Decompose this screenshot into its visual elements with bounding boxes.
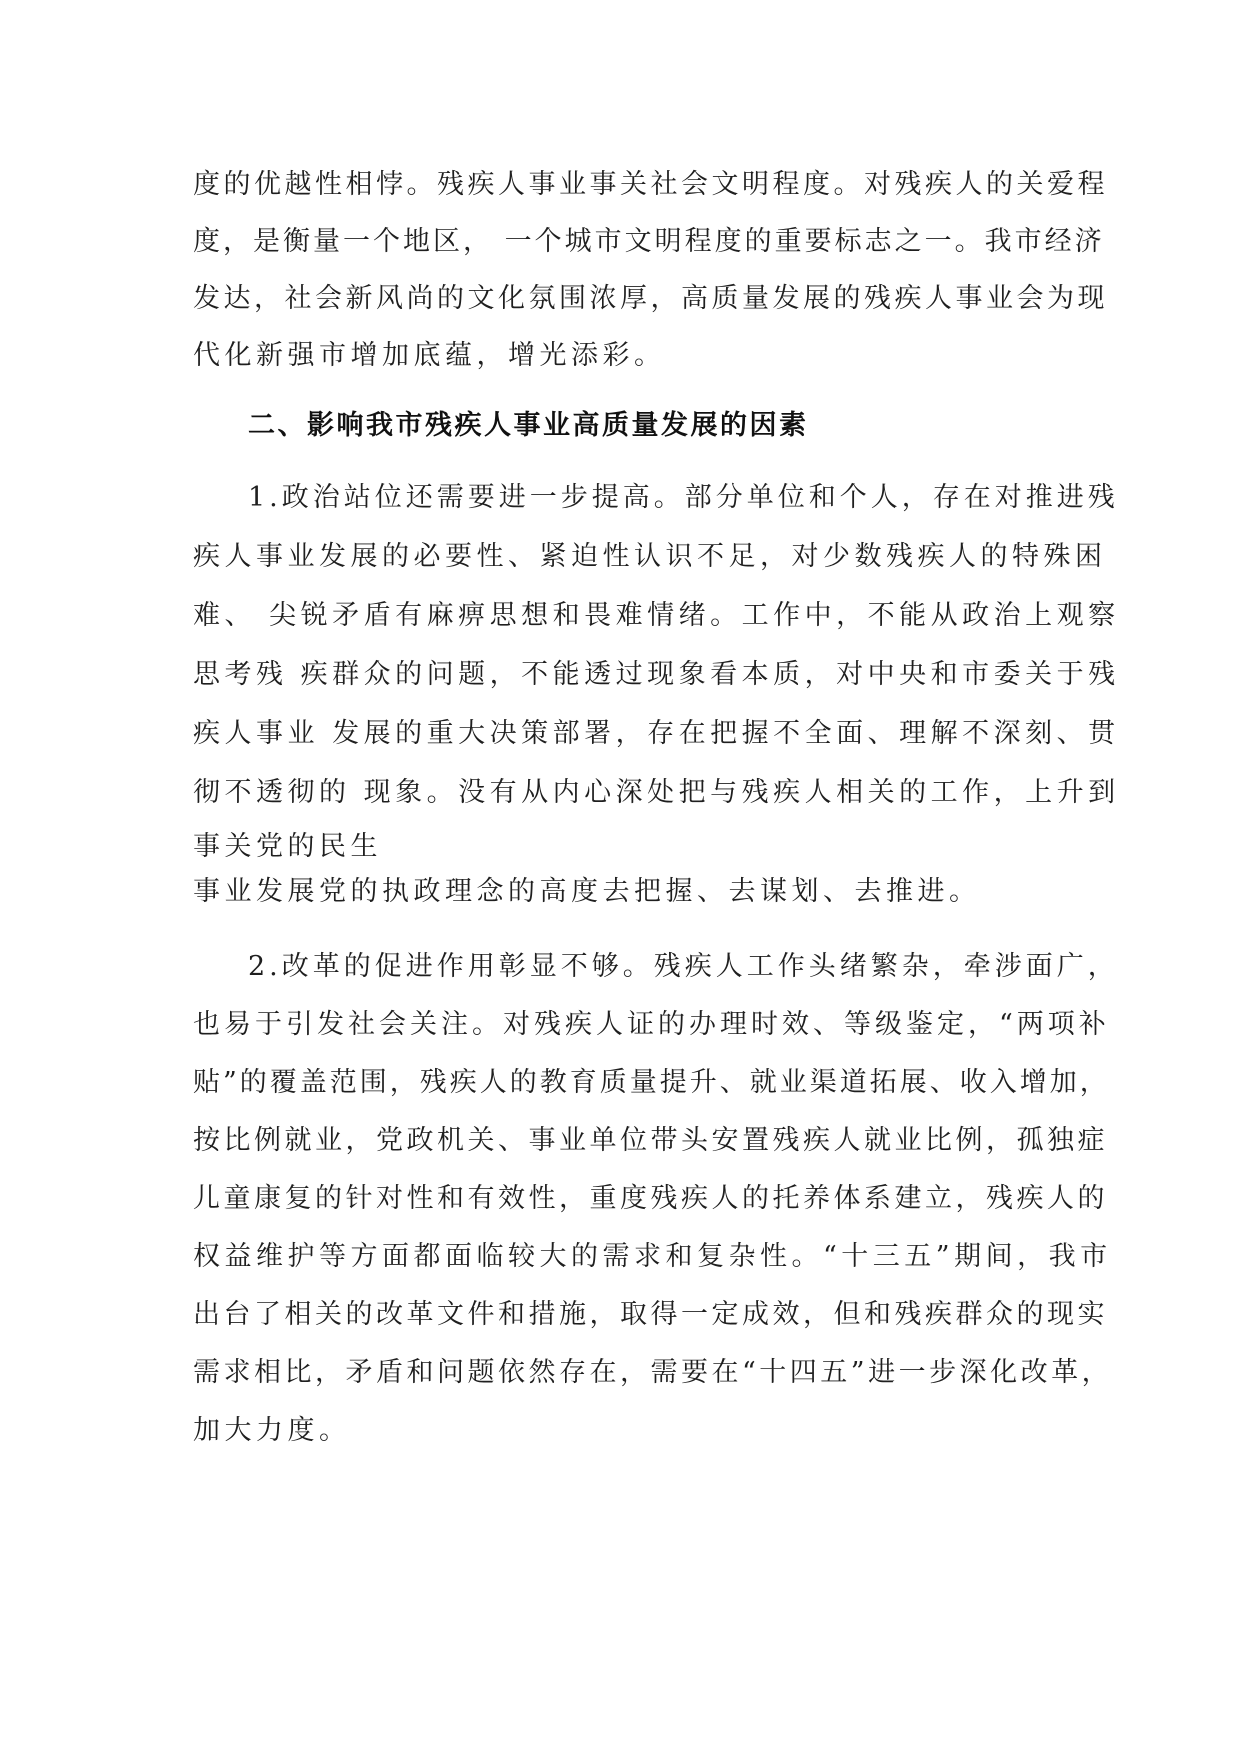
paragraph1-line-3: 难、 尖锐矛盾有麻痹思想和畏难情绪。工作中，不能从政治上观察 <box>193 600 1120 631</box>
paragraph2-line-2: 也易于引发社会关注。对残疾人证的办理时效、等级鉴定，“两项补 <box>193 1009 1110 1040</box>
paragraph2-line-6: 权益维护等方面都面临较大的需求和复杂性。“十三五”期间，我市 <box>193 1241 1112 1272</box>
paragraph2-line-7: 出台了相关的改革文件和措施，取得一定成效，但和残疾群众的现实 <box>193 1299 1108 1330</box>
paragraph1-line-1: 1.政治站位还需要进一步提高。部分单位和个人，存在对推进残 <box>248 482 1119 513</box>
paragraph2-line-1: 2.改革的促进作用彰显不够。残疾人工作头绪繁杂，牵涉面广， <box>248 951 1119 982</box>
paragraph2-line-5: 儿童康复的针对性和有效性，重度残疾人的托养体系建立，残疾人的 <box>193 1183 1108 1214</box>
intro-line-2: 度，是衡量一个地区， 一个城市文明程度的重要标志之一。我市经济 <box>193 226 1105 257</box>
paragraph2-line-3: 贴”的覆盖范围，残疾人的教育质量提升、就业渠道拓展、收入增加， <box>193 1067 1110 1098</box>
paragraph2-line-8: 需求相比，矛盾和问题依然存在，需要在“十四五”进一步深化改革， <box>193 1357 1113 1388</box>
paragraph2-line-9: 加大力度。 <box>193 1415 351 1446</box>
paragraph1-line-5: 疾人事业 发展的重大决策部署，存在把握不全面、理解不深刻、贯 <box>193 718 1120 749</box>
paragraph1-line-7: 事关党的民生 <box>193 831 382 862</box>
paragraph1-line-8: 事业发展党的执政理念的高度去把握、去谋划、去推进。 <box>193 876 981 907</box>
paragraph1-line-4: 思考残 疾群众的问题，不能透过现象看本质，对中央和市委关于残 <box>193 659 1120 690</box>
intro-line-3: 发达，社会新风尚的文化氛围浓厚，高质量发展的残疾人事业会为现 <box>193 283 1108 314</box>
intro-line-4: 代化新强市增加底蕴，增光添彩。 <box>193 340 666 371</box>
paragraph1-line-6: 彻不透彻的 现象。没有从内心深处把与残疾人相关的工作，上升到 <box>193 777 1120 808</box>
paragraph1-line-2: 疾人事业发展的必要性、紧迫性认识不足，对少数残疾人的特殊困 <box>193 541 1107 572</box>
paragraph2-line-4: 按比例就业，党政机关、事业单位带头安置残疾人就业比例，孤独症 <box>193 1125 1108 1156</box>
section-heading: 二、影响我市残疾人事业高质量发展的因素 <box>248 410 809 441</box>
intro-line-1: 度的优越性相悖。残疾人事业事关社会文明程度。对残疾人的关爱程 <box>193 169 1108 200</box>
